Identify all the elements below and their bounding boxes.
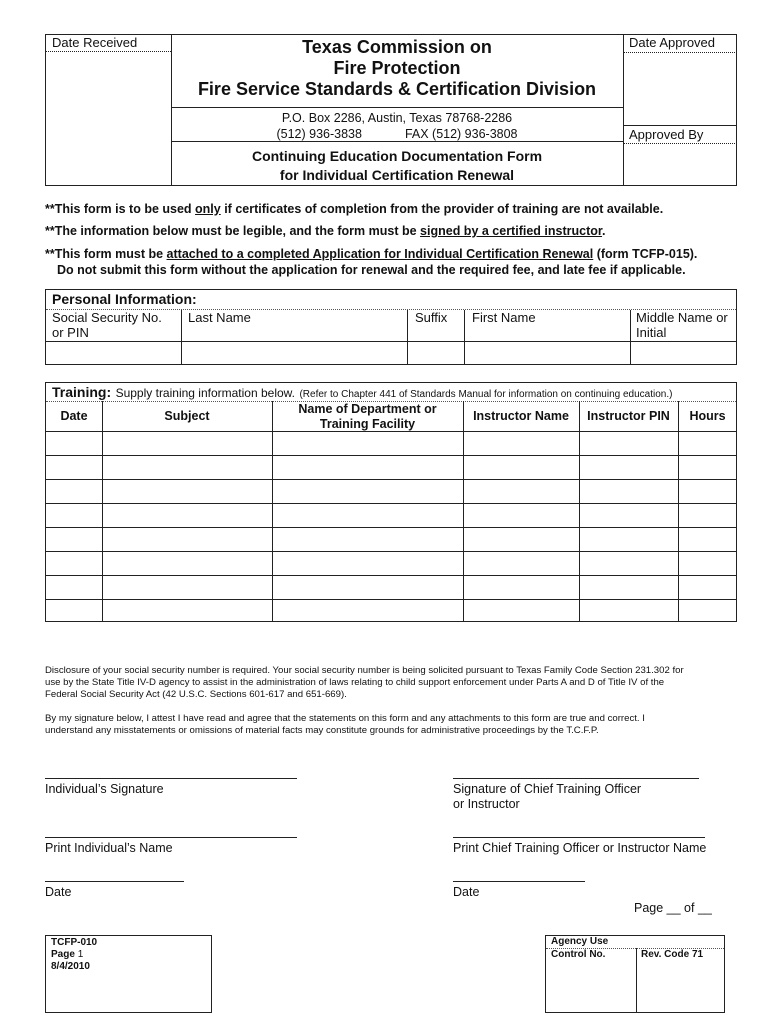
- print-chief-line[interactable]: [453, 837, 705, 838]
- note-text: Do not submit this form without the application for renewal and the required fee, and late fee if applicable.: [57, 263, 686, 277]
- middle-name-label-line: Middle Name or: [636, 310, 728, 325]
- table-row[interactable]: [46, 599, 736, 621]
- chief-signature-label-line: or Instructor: [453, 797, 520, 811]
- print-individual-line[interactable]: [45, 837, 297, 838]
- table-row[interactable]: [46, 479, 736, 502]
- date-left-line[interactable]: [45, 881, 184, 882]
- page-indicator-number: 1: [77, 949, 84, 960]
- note-text: **The information below must be legible, and the form must be: [45, 224, 421, 238]
- note-emphasis: only: [195, 202, 221, 216]
- chief-signature-line[interactable]: [453, 778, 699, 779]
- disclosure-text: [45, 665, 745, 701]
- table-row[interactable]: [46, 575, 736, 598]
- first-name-field[interactable]: [465, 342, 629, 364]
- form-title-line: Continuing Education Documentation Form: [251, 148, 543, 164]
- date-received-label: Date Received: [52, 35, 138, 50]
- attestation-text: [45, 713, 745, 737]
- instruction-note: [45, 246, 755, 278]
- print-chief-label: Print Chief Training Officer or Instructor Name: [453, 841, 707, 855]
- date-left-label: Date: [45, 885, 72, 899]
- phone-line: [171, 126, 623, 142]
- middle-name-field[interactable]: [631, 342, 735, 364]
- disclosure-line: Disclosure of your social security number is required. Your social security number is being solicited pursuant to Texas Family Code Section 231.302 for: [45, 665, 684, 676]
- agency-title: [171, 37, 623, 100]
- note-text: .: [602, 224, 606, 238]
- instruction-note: [45, 223, 745, 239]
- divider: [171, 107, 623, 108]
- control-no-label: Control No.: [551, 949, 606, 960]
- table-row[interactable]: [46, 455, 736, 478]
- divider: [623, 52, 737, 53]
- agency-title-line: Fire Protection: [333, 58, 461, 78]
- page-indicator-label: Page: [51, 949, 78, 960]
- individual-signature-label: Individual’s Signature: [45, 782, 164, 796]
- col-subject-header: Subject: [164, 409, 210, 423]
- last-name-field[interactable]: [182, 342, 406, 364]
- print-individual-label: Print Individual’s Name: [45, 841, 173, 855]
- col-department-header-line: Name of Department or: [298, 402, 437, 416]
- note-text: (form TCFP-015).: [593, 247, 698, 261]
- table-row[interactable]: [46, 527, 736, 550]
- disclosure-line: use by the State Title IV-D agency to assist in the administration of laws relating to child support enforcement under Parts A and D of Title IV of the: [45, 677, 665, 688]
- table-row[interactable]: [46, 503, 736, 526]
- agency-title-line: Texas Commission on: [302, 37, 492, 57]
- col-instructor-header: Instructor Name: [473, 409, 569, 423]
- instruction-note: [45, 201, 745, 217]
- last-name-label: Last Name: [188, 310, 251, 325]
- phone-number: (512) 936-3838: [276, 127, 362, 141]
- chief-signature-label: [453, 782, 641, 812]
- col-department-header: [272, 402, 463, 432]
- divider: [623, 143, 737, 144]
- chief-signature-label-line: Signature of Chief Training Officer: [453, 782, 642, 796]
- ssn-field[interactable]: [47, 342, 180, 364]
- col-pin-header: Instructor PIN: [587, 409, 670, 423]
- divider: [46, 51, 171, 52]
- individual-signature-line[interactable]: [45, 778, 297, 779]
- agency-address: [171, 110, 623, 142]
- note-emphasis: signed by a certified instructor: [420, 224, 603, 238]
- date-right-line[interactable]: [453, 881, 585, 882]
- middle-name-label: [636, 310, 728, 340]
- form-id-block: [51, 937, 97, 973]
- form-title: [171, 147, 623, 185]
- ssn-label-line: or PIN: [52, 325, 89, 340]
- divider: [623, 125, 737, 126]
- divider: [623, 35, 624, 185]
- page-indicator: [51, 949, 97, 961]
- note-text: **This form is to be used: [45, 202, 196, 216]
- form-id: TCFP-010: [51, 937, 98, 948]
- note-text: **This form must be: [45, 247, 167, 261]
- personal-info-heading: Personal Information:: [52, 291, 197, 307]
- first-name-label: First Name: [472, 310, 536, 325]
- date-right-label: Date: [453, 885, 480, 899]
- attestation-line: understand any misstatements or omissions of material facts may constitute grounds for administrative proceedings by the T.C.F.P.: [45, 725, 599, 736]
- suffix-field[interactable]: [408, 342, 463, 364]
- form-title-line: for Individual Certification Renewal: [279, 167, 515, 183]
- col-department-header-line: Training Facility: [319, 417, 416, 431]
- training-heading-label: Training:: [52, 384, 112, 400]
- disclosure-line: Federal Social Security Act (42 U.S.C. Sections 601-617 and 651-669).: [45, 689, 347, 700]
- training-reference: (Refer to Chapter 441 of Standards Manual for information on continuing education.): [299, 389, 673, 400]
- table-row[interactable]: [46, 431, 736, 454]
- address-line: P.O. Box 2286, Austin, Texas 78768-2286: [281, 111, 513, 125]
- col-hours-header: Hours: [689, 409, 726, 423]
- fax-number: FAX (512) 936-3808: [404, 127, 518, 141]
- training-heading: [52, 384, 672, 402]
- attestation-line: By my signature below, I attest I have read and agree that the statements on this form and any attachments to this form are true and correct. I: [45, 713, 645, 724]
- divider: [636, 948, 637, 1012]
- ssn-label-line: Social Security No.: [52, 310, 162, 325]
- note-emphasis: attached to a completed Application for Individual Certification Renewal: [166, 247, 594, 261]
- ssn-label: [52, 310, 162, 340]
- col-date-header: Date: [60, 409, 88, 423]
- middle-name-label-line: Initial: [636, 325, 667, 340]
- training-instruction: Supply training information below.: [115, 386, 296, 400]
- table-row[interactable]: [46, 551, 736, 574]
- rev-code-label: Rev. Code 71: [641, 949, 704, 960]
- approved-by-label: Approved By: [629, 127, 704, 142]
- note-text: if certificates of completion from the provider of training are not available.: [220, 202, 664, 216]
- agency-use-label: Agency Use: [551, 936, 609, 947]
- date-approved-label: Date Approved: [629, 35, 716, 50]
- agency-title-line: Fire Service Standards & Certification Division: [197, 79, 597, 99]
- suffix-label: Suffix: [415, 310, 448, 325]
- page-count: Page __ of __: [634, 901, 712, 915]
- revision-date: 8/4/2010: [51, 961, 90, 972]
